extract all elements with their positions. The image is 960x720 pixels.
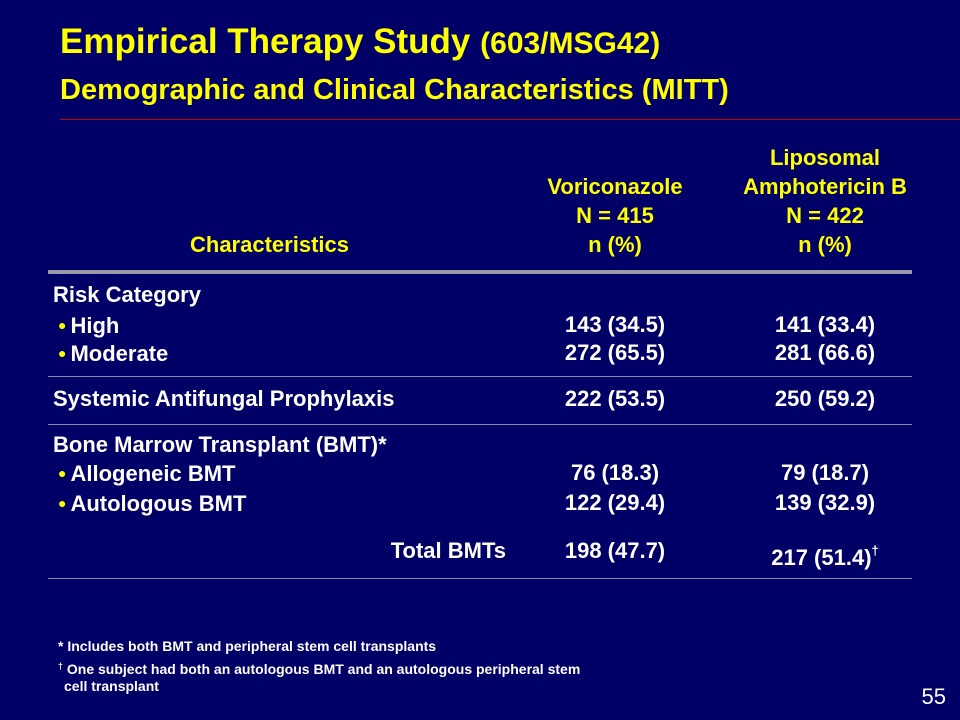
header-amb-line: Amphotericin B bbox=[743, 174, 907, 199]
title-study-code: (603/MSG42) bbox=[480, 27, 661, 60]
footnote-star: * Includes both BMT and peripheral stem cell transplants bbox=[58, 638, 437, 654]
slide-subtitle: Demographic and Clinical Characteristics (MITT) bbox=[60, 74, 729, 106]
header-divider bbox=[48, 270, 912, 274]
header-amb-line: n (%) bbox=[798, 232, 852, 257]
bullet-icon: ● bbox=[58, 345, 67, 361]
table-cell-amb: 141 (33.4) bbox=[774, 312, 876, 337]
table-cell-vor: 76 (18.3) bbox=[570, 460, 660, 485]
table-cell-vor: 122 (29.4) bbox=[564, 490, 666, 515]
table-cell-amb: 281 (66.6) bbox=[774, 340, 876, 365]
dagger-mark: † bbox=[871, 543, 879, 558]
prophylaxis-label: Systemic Antifungal Prophylaxis bbox=[53, 386, 395, 411]
title-divider bbox=[60, 119, 960, 120]
table-row-label: ● Autologous BMT bbox=[58, 491, 247, 516]
section-divider bbox=[48, 424, 912, 425]
table-cell-vor: 272 (65.5) bbox=[564, 340, 666, 365]
table-row-label: ● High bbox=[58, 313, 120, 338]
table-row-label: ● Allogeneic BMT bbox=[58, 461, 236, 486]
slide-title bbox=[60, 22, 660, 62]
title-main: Empirical Therapy Study bbox=[60, 22, 471, 61]
bullet-icon: ● bbox=[58, 465, 67, 481]
header-vor-line: N = 415 bbox=[576, 203, 654, 228]
table-bottom-divider bbox=[48, 578, 912, 579]
bullet-icon: ● bbox=[58, 495, 67, 511]
page-number: 55 bbox=[921, 684, 946, 709]
header-vor-line: n (%) bbox=[588, 232, 642, 257]
table-cell-vor: 222 (53.5) bbox=[564, 386, 666, 411]
table-cell-amb: 217 (51.4)† bbox=[771, 543, 879, 570]
section-divider bbox=[48, 376, 912, 377]
header-amphotericin bbox=[720, 143, 930, 259]
table-row-label: ● Moderate bbox=[58, 341, 169, 366]
total-bmts-label: Total BMTs bbox=[390, 538, 506, 563]
risk-category-label: Risk Category bbox=[53, 282, 201, 307]
table-cell-amb: 79 (18.7) bbox=[780, 460, 870, 485]
footnote-dagger: † One subject had both an autologous BMT and an autologous peripheral stem bbox=[58, 661, 581, 677]
bullet-icon: ● bbox=[58, 317, 67, 333]
header-voriconazole bbox=[520, 172, 710, 259]
bmt-label: Bone Marrow Transplant (BMT)* bbox=[53, 432, 387, 457]
table-cell-vor: 143 (34.5) bbox=[564, 312, 666, 337]
header-vor-line: Voriconazole bbox=[547, 174, 683, 199]
table-cell-amb: 250 (59.2) bbox=[774, 386, 876, 411]
table-cell-vor: 198 (47.7) bbox=[564, 538, 666, 563]
footnote-dagger-cont: cell transplant bbox=[64, 678, 159, 694]
table-cell-amb: 139 (32.9) bbox=[774, 490, 876, 515]
header-amb-line: Liposomal bbox=[769, 145, 880, 170]
header-characteristics: Characteristics bbox=[190, 232, 349, 257]
header-amb-line: N = 422 bbox=[786, 203, 864, 228]
